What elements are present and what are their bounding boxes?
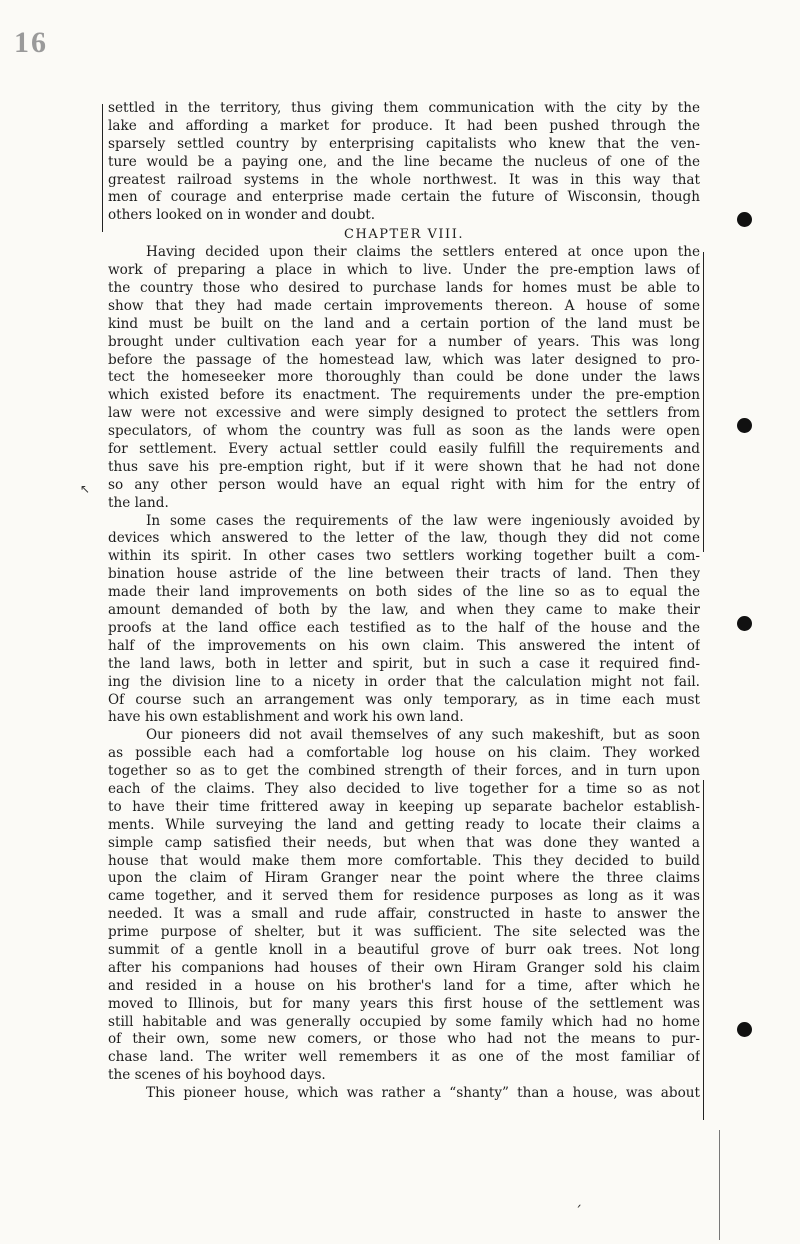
text-line: tect the homeseeker more thoroughly than could be done under the laws	[108, 369, 700, 386]
text-line: house that would make them more comfortable. This they decided to build	[108, 852, 700, 869]
text-line: for settlement. Every actual settler could easily fulfill the requirements and	[108, 441, 700, 458]
text-line: which existed before its enactment. The requirements under the pre-emption	[108, 387, 700, 404]
binder-hole	[737, 212, 752, 227]
text-line: the land.	[108, 494, 169, 511]
text-line: Our pioneers did not avail themselves of any such makeshift, but as soon	[146, 727, 700, 744]
text-line: lake and affording a market for produce. It had been pushed through the	[108, 117, 700, 134]
binder-hole	[737, 418, 752, 433]
text-line: before the passage of the homestead law, which was later designed to pro-	[108, 351, 700, 368]
binder-hole	[737, 1022, 752, 1037]
text-line: each of the claims. They also decided to live together for a time so as not	[108, 780, 700, 797]
text-line: work of preparing a place in which to live. Under the pre-emption laws of	[108, 262, 700, 279]
text-line: amount demanded of both by the law, and when they came to make their	[108, 602, 700, 619]
text-line: thus save his pre-emption right, but if it were shown that he had not done	[108, 458, 700, 475]
text-line: brought under cultivation each year for a number of years. This was long	[108, 333, 700, 350]
text-line: law were not excessive and were simply designed to protect the settlers from	[108, 405, 700, 422]
stray-mark: ↖	[80, 482, 91, 496]
text-line: bination house astride of the line between their tracts of land. Then they	[108, 566, 700, 583]
text-block	[108, 100, 700, 1103]
left-margin-rule	[102, 104, 103, 232]
text-line: have his own establishment and work his own land.	[108, 709, 464, 726]
right-margin-rule	[703, 252, 704, 552]
chapter-heading: CHAPTER VIII.	[344, 227, 464, 243]
binder-hole	[737, 616, 752, 631]
text-line: and resided in a house on his brother's land for a time, after which he	[108, 977, 700, 994]
text-line: devices which answered to the letter of the law, though they did not come	[108, 530, 700, 547]
text-line: within its spirit. In other cases two settlers working together built a com-	[108, 548, 700, 565]
text-line: This pioneer house, which was rather a “shanty” than a house, was about	[146, 1085, 700, 1102]
text-line: after his companions had houses of their own Hiram Granger sold his claim	[108, 959, 700, 976]
text-line: prime purpose of shelter, but it was sufficient. The site selected was the	[108, 924, 700, 941]
text-line: proofs at the land office each testified as to the half of the house and the	[108, 619, 700, 636]
text-line: ments. While surveying the land and getting ready to locate their claims a	[108, 816, 700, 833]
text-line: together so as to get the combined strength of their forces, and in turn upon	[108, 763, 700, 780]
text-line: greatest railroad systems in the whole northwest. It was in this way that	[108, 171, 700, 188]
text-line: settled in the territory, thus giving them communication with the city by the	[108, 100, 700, 116]
text-line: ture would be a paying one, and the line became the nucleus of one of the	[108, 153, 700, 170]
text-line: to have their time frittered away in keeping up separate bachelor establish-	[108, 798, 700, 815]
text-line: the country those who desired to purchase lands for homes must be able to	[108, 280, 700, 297]
text-line: Of course such an arrangement was only temporary, as in time each must	[108, 691, 700, 708]
text-line: kind must be built on the land and a certain portion of the land must be	[108, 315, 700, 332]
text-line: moved to Illinois, but for many years this first house of the settlement was	[108, 995, 700, 1012]
text-line: as possible each had a comfortable log house on his claim. They worked	[108, 745, 700, 762]
text-line: came together, and it served them for residence purposes as long as it was	[108, 888, 700, 905]
text-line: sparsely settled country by enterprising capitalists who knew that the ven-	[108, 135, 700, 152]
page-number: 16	[14, 26, 48, 59]
text-line: In some cases the requirements of the law were ingeniously avoided by	[146, 512, 700, 529]
text-line: chase land. The writer well remembers it as one of the most familiar of	[108, 1049, 700, 1066]
text-line: of their own, some new comers, or those who had not the means to pur-	[108, 1031, 700, 1048]
text-line: made their land improvements on both sides of the line so as to equal the	[108, 584, 700, 601]
text-line: ing the division line to a nicety in order that the calculation might not fail.	[108, 673, 700, 690]
text-line: Having decided upon their claims the settlers entered at once upon the	[146, 244, 700, 261]
right-margin-rule-lower	[703, 780, 704, 1120]
text-line: men of courage and enterprise made certain the future of Wisconsin, though	[108, 189, 700, 206]
text-line: still habitable and was generally occupied by some family which had no home	[108, 1013, 700, 1030]
text-line: needed. It was a small and rude affair, constructed in haste to answer the	[108, 906, 700, 923]
text-line: half of the improvements on his own claim. This answered the intent of	[108, 637, 700, 654]
text-line: upon the claim of Hiram Granger near the point where the three claims	[108, 870, 700, 887]
text-line: the land laws, both in letter and spirit, but in such a case it required find-	[108, 655, 700, 672]
text-line: simple camp satisfied their needs, but when that was done they wanted a	[108, 834, 700, 851]
text-line: show that they had made certain improvements thereon. A house of some	[108, 297, 700, 314]
stray-mark: ˏ	[575, 1192, 582, 1208]
text-line: speculators, of whom the country was full as soon as the lands were open	[108, 423, 700, 440]
text-line: summit of a gentle knoll in a beautiful grove of burr oak trees. Not long	[108, 941, 700, 958]
text-line: others looked on in wonder and doubt.	[108, 207, 376, 224]
text-line: the scenes of his boyhood days.	[108, 1067, 326, 1084]
text-line: so any other person would have an equal right with him for the entry of	[108, 476, 700, 493]
page-edge-rule	[719, 1130, 720, 1240]
